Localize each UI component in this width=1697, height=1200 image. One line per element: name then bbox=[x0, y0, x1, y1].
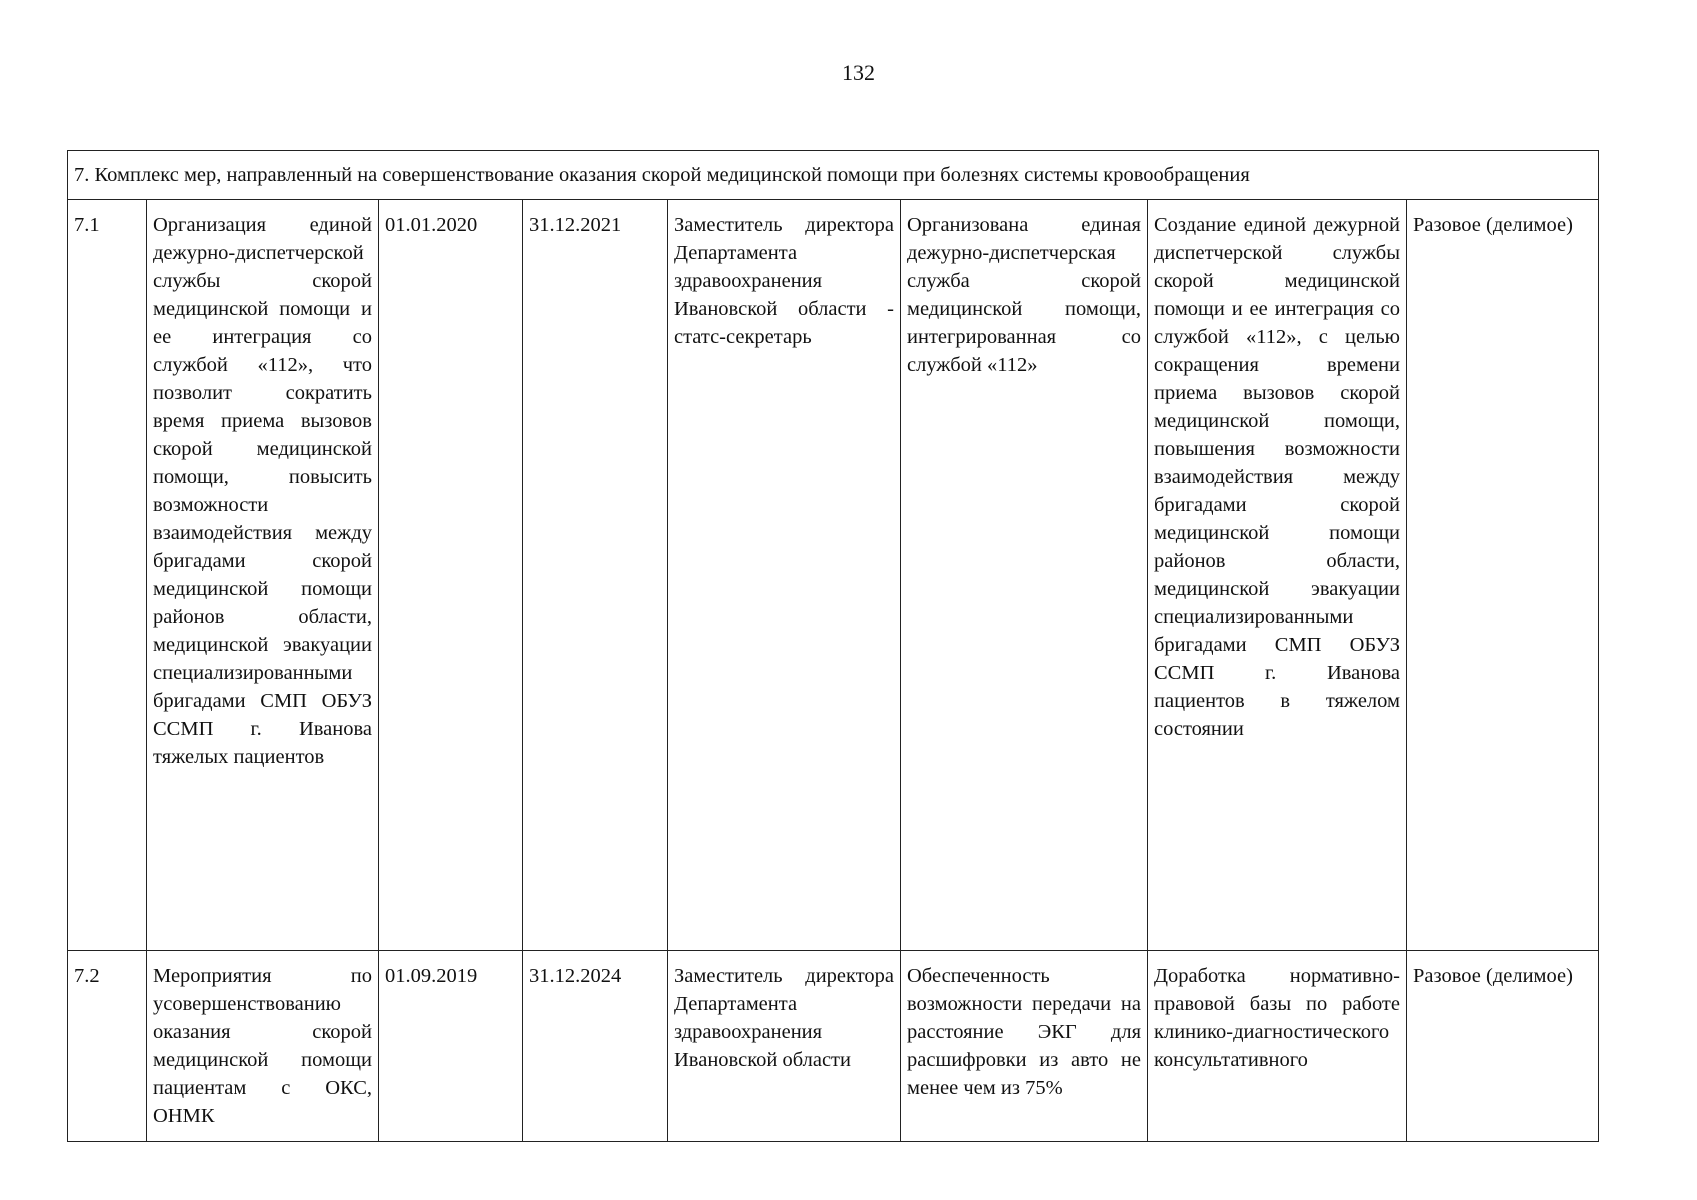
end-date-cell: 31.12.2021 bbox=[523, 200, 668, 951]
indicator-cell: Создание единой дежурной диспетчерской службы скорой медицинской помощи и ее интеграция со службой «112», с целью сокращения времени приема вызовов скорой медицинской помощи, повышения возможности взаимодействия между бригадами скорой медицинской помощи районов области, медицинской эвакуации специализированными бригадами СМП ОБУЗ ССМП г. Иванова пациентов в тяжелом состоянии bbox=[1148, 200, 1407, 951]
measures-table bbox=[67, 150, 1599, 1142]
section-header-row bbox=[68, 151, 1599, 200]
row-number: 7.2 bbox=[68, 951, 147, 1142]
page-number: 132 bbox=[842, 60, 875, 85]
table-row bbox=[68, 951, 1599, 1142]
type-cell: Разовое (делимое) bbox=[1407, 951, 1599, 1142]
start-date-cell: 01.09.2019 bbox=[379, 951, 523, 1142]
section-title: 7. Комплекс мер, направленный на совершенствование оказания скорой медицинской помощи при болезнях системы кровообращения bbox=[68, 151, 1599, 200]
row-number: 7.1 bbox=[68, 200, 147, 951]
table-row bbox=[68, 200, 1599, 951]
end-date-cell: 31.12.2024 bbox=[523, 951, 668, 1142]
start-date-cell: 01.01.2020 bbox=[379, 200, 523, 951]
type-cell: Разовое (делимое) bbox=[1407, 200, 1599, 951]
responsible-cell: Заместитель директора Департамента здравоохранения Ивановской области - статс-секретарь bbox=[668, 200, 901, 951]
result-cell: Организована единая дежурно-диспетчерская служба скорой медицинской помощи, интегрированная со службой «112» bbox=[901, 200, 1148, 951]
activity-cell: Организация единой дежурно-диспетчерской службы скорой медицинской помощи и ее интеграция со службой «112», что позволит сократить время приема вызовов скорой медицинской помощи, повысить возможности взаимодействия между бригадами скорой медицинской помощи районов области, медицинской эвакуации специализированными бригадами СМП ОБУЗ ССМП г. Иванова тяжелых пациентов bbox=[147, 200, 379, 951]
result-cell: Обеспеченность возможности передачи на расстояние ЭКГ для расшифровки из авто не менее чем из 75% bbox=[901, 951, 1148, 1142]
activity-cell: Мероприятия по усовершенствованию оказания скорой медицинской помощи пациентам с ОКС, ОНМК bbox=[147, 951, 379, 1142]
responsible-cell: Заместитель директора Департамента здравоохранения Ивановской области bbox=[668, 951, 901, 1142]
indicator-cell: Доработка нормативно-правовой базы по работе клинико-диагностического консультативного bbox=[1148, 951, 1407, 1142]
